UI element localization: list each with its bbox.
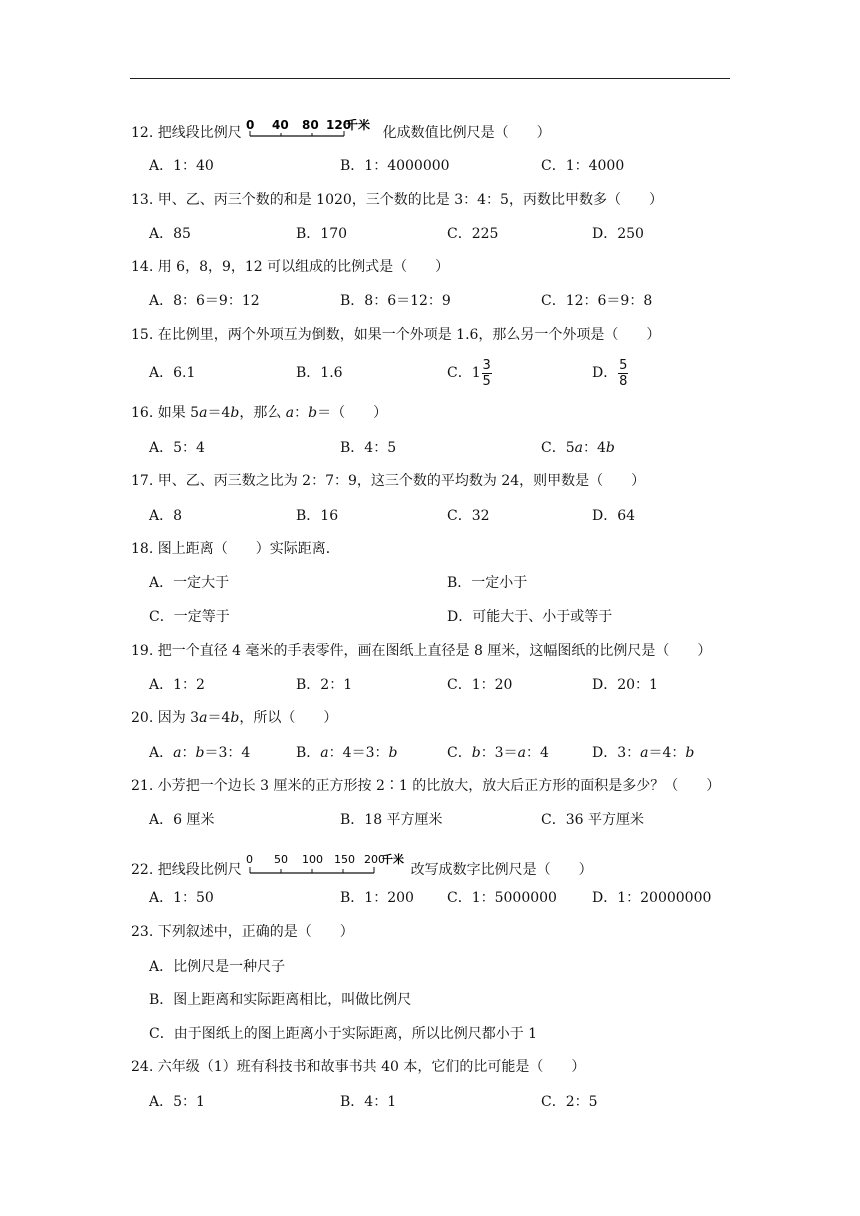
question-text: 甲、乙、丙三数之比为 2：7：9，这三个数的平均数为 24，则甲数是（ ） bbox=[157, 473, 646, 489]
option-a[interactable]: A．5：1 bbox=[149, 1094, 205, 1110]
question-number: 12. bbox=[131, 125, 154, 141]
scale-unit-label: 千米 bbox=[346, 119, 371, 132]
option-a[interactable]: A．5：4 bbox=[149, 440, 205, 456]
option-c[interactable]: C．1 $\frac{3}{5}$ bbox=[447, 357, 491, 389]
fraction-five-eighths: $\frac{5}{8}$ bbox=[619, 357, 628, 389]
question-number: 19. bbox=[131, 643, 154, 659]
scale-tick-label: 100 bbox=[302, 853, 324, 866]
option-c[interactable]: C．5a：4b bbox=[541, 440, 615, 456]
header-rule bbox=[130, 78, 730, 79]
question-text: 下列叙述中，正确的是（ ） bbox=[157, 924, 354, 940]
option-c[interactable]: C．1：5000000 bbox=[447, 890, 557, 906]
option-a[interactable]: A．85 bbox=[149, 226, 191, 242]
option-d[interactable]: D．20：1 bbox=[592, 677, 658, 693]
option-c[interactable]: C．36 平方厘米 bbox=[541, 812, 644, 828]
option-d[interactable]: D．64 bbox=[592, 508, 636, 524]
question-text: 把线段比例尺 bbox=[157, 862, 242, 878]
scale-tick-label: 150 bbox=[334, 853, 356, 866]
option-b[interactable]: B．170 bbox=[296, 226, 348, 242]
question-text: 化成数值比例尺是（ ） bbox=[382, 125, 551, 141]
option-d[interactable]: D．250 bbox=[592, 226, 644, 242]
option-b[interactable]: B．a：4＝3：b bbox=[296, 745, 398, 761]
option-d[interactable]: D．可能大于、小于或等于 bbox=[447, 609, 613, 625]
scale-tick-label: 80 bbox=[302, 119, 319, 132]
question-13 bbox=[131, 190, 663, 210]
option-c[interactable]: C．225 bbox=[447, 226, 499, 242]
option-c[interactable]: C．1：4000 bbox=[541, 158, 625, 174]
question-text: 六年级（1）班有科技书和故事书共 40 本，它们的比可能是（ ） bbox=[157, 1059, 586, 1075]
option-d[interactable]: D． $\frac{5}{8}$ bbox=[592, 357, 628, 389]
option-a[interactable]: A．比例尺是一种尺子 bbox=[149, 959, 286, 975]
question-text: 在比例里，两个外项互为倒数，如果一个外项是 1.6，那么另一个外项是（ ） bbox=[157, 327, 661, 343]
question-number: 18. bbox=[131, 541, 154, 557]
question-text: 用 6，8，9，12 可以组成的比例式是（ ） bbox=[157, 259, 450, 275]
scale-tick-label: 40 bbox=[272, 119, 289, 132]
option-b[interactable]: B．2：1 bbox=[296, 677, 353, 693]
option-a[interactable]: A．8：6＝9：12 bbox=[149, 293, 260, 309]
option-b[interactable]: B．4：1 bbox=[340, 1094, 397, 1110]
line-scale-figure bbox=[246, 119, 378, 139]
question-number: 17. bbox=[131, 473, 154, 489]
option-a[interactable]: A．1：50 bbox=[149, 890, 214, 906]
question-24 bbox=[131, 1057, 585, 1077]
option-d[interactable]: D．1：20000000 bbox=[592, 890, 712, 906]
scale-tick-label: 0 bbox=[246, 119, 255, 132]
option-a[interactable]: A．1：40 bbox=[149, 158, 214, 174]
option-c[interactable]: C．32 bbox=[447, 508, 490, 524]
question-16 bbox=[131, 403, 387, 423]
question-number: 24. bbox=[131, 1059, 154, 1075]
option-b[interactable]: B．1：200 bbox=[340, 890, 414, 906]
question-number: 15. bbox=[131, 327, 154, 343]
fraction-three-fifths: $\frac{3}{5}$ bbox=[482, 357, 491, 389]
option-b[interactable]: B．图上距离和实际距离相比，叫做比例尺 bbox=[149, 992, 412, 1008]
scale-tick-label: 0 bbox=[246, 853, 254, 866]
question-number: 13. bbox=[131, 192, 154, 208]
question-19 bbox=[131, 641, 711, 661]
question-18 bbox=[131, 539, 340, 559]
question-23 bbox=[131, 922, 354, 942]
option-a[interactable]: A．一定大于 bbox=[149, 575, 230, 591]
option-c[interactable]: C．由于图纸上的图上距离小于实际距离，所以比例尺都小于 1 bbox=[149, 1026, 538, 1042]
scale-tick-label: 200 bbox=[364, 853, 386, 866]
option-c[interactable]: C．1：20 bbox=[447, 677, 513, 693]
option-c[interactable]: C．12：6＝9：8 bbox=[541, 293, 653, 309]
question-text: 改写成数字比例尺是（ ） bbox=[410, 862, 593, 878]
question-20 bbox=[131, 708, 337, 728]
question-text: 如果 5a＝4b，那么 a：b＝（ ） bbox=[157, 405, 388, 421]
question-21 bbox=[131, 776, 720, 796]
option-a[interactable]: A．a：b＝3：4 bbox=[149, 745, 251, 761]
scale-tick-label: 50 bbox=[274, 853, 289, 866]
question-number: 16. bbox=[131, 405, 154, 421]
question-15 bbox=[131, 325, 660, 345]
option-a[interactable]: A．1：2 bbox=[149, 677, 205, 693]
scale-tick-label: 120 bbox=[326, 119, 352, 132]
question-number: 21. bbox=[131, 778, 154, 794]
option-b[interactable]: B．16 bbox=[296, 508, 339, 524]
scale-unit-label: 千米 bbox=[382, 853, 405, 866]
question-17 bbox=[131, 471, 645, 491]
question-number: 23. bbox=[131, 924, 154, 940]
option-a[interactable]: A．6 厘米 bbox=[149, 812, 215, 828]
question-text: 甲、乙、丙三个数的和是 1020，三个数的比是 3：4：5，丙数比甲数多（ ） bbox=[157, 192, 663, 208]
option-b[interactable]: B．一定小于 bbox=[447, 575, 528, 591]
question-22 bbox=[131, 852, 593, 880]
option-c[interactable]: C．b：3＝a：4 bbox=[447, 745, 549, 761]
question-text: 把一个直径 4 毫米的手表零件，画在图纸上直径是 8 厘米，这幅图纸的比例尺是（ ） bbox=[157, 643, 712, 659]
option-b[interactable]: B．8：6＝12：9 bbox=[340, 293, 451, 309]
option-b[interactable]: B．18 平方厘米 bbox=[340, 812, 443, 828]
option-b[interactable]: B．1：4000000 bbox=[340, 158, 450, 174]
option-c[interactable]: C．一定等于 bbox=[149, 609, 230, 625]
question-number: 20. bbox=[131, 710, 154, 726]
question-text: 小芳把一个边长 3 厘米的正方形按 2∶1 的比放大，放大后正方形的面积是多少？（ ） bbox=[157, 778, 721, 794]
question-text: 把线段比例尺 bbox=[157, 125, 242, 141]
option-c[interactable]: C．2：5 bbox=[541, 1094, 598, 1110]
question-text: 因为 3a＝4b，所以（ ） bbox=[157, 710, 338, 726]
option-b[interactable]: B．4：5 bbox=[340, 440, 397, 456]
option-b[interactable]: B．1.6 bbox=[296, 365, 343, 381]
question-12 bbox=[131, 119, 551, 143]
question-14 bbox=[131, 257, 449, 277]
option-a[interactable]: A．8 bbox=[149, 508, 183, 524]
line-scale-figure bbox=[246, 852, 406, 876]
question-text: 图上距离（ ）实际距离． bbox=[157, 541, 340, 557]
question-number: 14. bbox=[131, 259, 154, 275]
option-d[interactable]: D．3：a＝4：b bbox=[592, 745, 695, 761]
option-a[interactable]: A．6.1 bbox=[149, 365, 196, 381]
question-number: 22. bbox=[131, 862, 154, 878]
